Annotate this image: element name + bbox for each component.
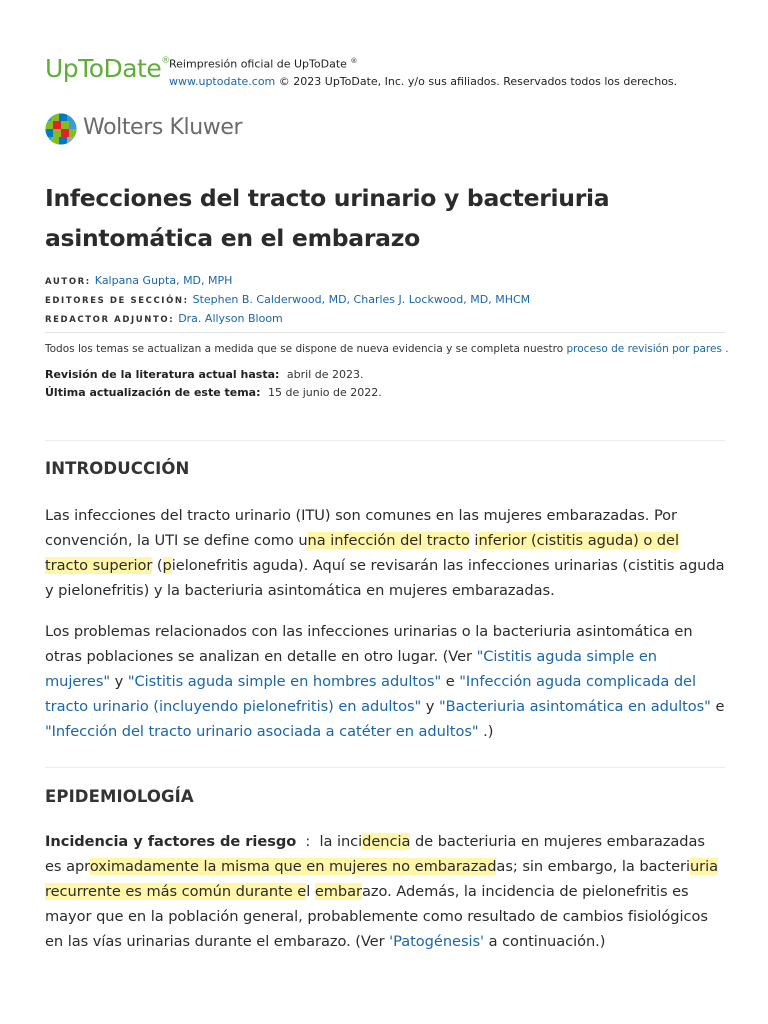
uptodate-site-link[interactable]: www.uptodate.com [169,74,276,88]
text-run: azo. Además, la incidencia de pielonefritis es mayor que en la población general, probablemente como resultado de cambios fisiológicos en las vías urinarias durante el embarazo. (Ver [45,883,708,950]
wolters-kluwer-logo [45,112,265,146]
highlight: nferior (cistitis aguda) o del tracto superior [45,532,679,574]
link-cistitis-hombres[interactable]: "Cistitis aguda simple en hombres adultos" [127,673,442,690]
divider [45,332,725,333]
intro-heading: INTRODUCCIÓN [45,459,190,478]
link-bacteriuria-adultos[interactable]: "Bacteriuria asintomática en adultos" [438,698,711,715]
author-label: AUTOR: [45,277,91,287]
updated-label: Última actualización de este tema: [45,386,261,399]
wolters-kluwer-mark-icon [45,113,77,145]
update-notice [45,340,729,358]
text-run: la inci [319,833,363,850]
text-run: e [445,673,455,690]
link-patogenesis[interactable]: 'Patogénesis' [389,933,485,950]
text-run: de bacteriuria en mujeres embarazadas es apr [45,833,705,875]
author-link[interactable]: Kalpana Gupta, MD, MPH [94,274,233,287]
editors-label: EDITORES DE SECCIÓN: [45,296,189,306]
link-itu-cateter[interactable]: "Infección del tracto urinario asociada a catéter en adultos" [45,723,479,740]
wolters-kluwer-name: Wolters Kluwer [83,115,243,140]
link-cistitis-mujeres[interactable]: "Cistitis aguda simple en mujeres" [45,648,658,690]
divider [45,440,725,441]
text-run: ielonefritis aguda). Aquí se revisarán las infecciones urinarias (cistitis aguda y pielonefritis) y la bacteriuria asintomática en mujeres embarazadas. [45,557,725,599]
deputy-link[interactable]: Dra. Allyson Bloom [178,312,283,325]
text-run: i [469,532,479,549]
article-credits [45,272,530,329]
text-run: e [715,698,725,715]
deputy-label: REDACTOR ADJUNTO: [45,315,175,325]
intro-paragraph-1 [45,503,725,603]
reprint-notice [169,53,677,90]
deputy-row [45,310,530,329]
logo-text: UpToDate [45,54,162,83]
text-run: : [305,833,311,850]
text-run: l [306,883,315,900]
notice-end: . [725,343,729,355]
editor-link-calderwood[interactable]: Stephen B. Calderwood, MD [192,293,347,306]
editor-separator: , [346,293,354,306]
editors-row [45,291,530,310]
divider [45,767,725,768]
article-dates [45,366,382,402]
text-run: Los problemas relacionados con las infecciones urinarias o la bacteriuria asintomática en otras poblaciones se analizan en detalle en otro lugar. (Ver [45,623,693,665]
text-run: as; sin embargo, la bacteri [496,858,690,875]
reprint-text: Reimpresión oficial de UpToDate [169,57,347,71]
epidemiology-heading: EPIDEMIOLOGÍA [45,787,194,806]
peer-review-link[interactable]: proceso de revisión por pares [566,343,722,355]
review-label: Revisión de la literatura actual hasta: [45,368,280,381]
highlight: na infección del tracto [307,532,470,549]
highlight: p [162,557,172,574]
uptodate-logo[interactable] [45,54,170,83]
text-run: y [114,673,124,690]
highlight: embar [314,883,362,900]
highlight: dencia [362,833,411,850]
text-run: .) [483,723,494,740]
epidemiology-paragraph [45,829,725,954]
reprint-reg: ® [350,57,358,65]
review-value: abril de 2023. [286,368,364,381]
text-run: ( [152,557,163,574]
updated-value: 15 de junio de 2022. [268,386,382,399]
highlight: oximadamente la misma que en mujeres no embarazad [89,858,497,875]
author-row [45,272,530,291]
intro-paragraph-2 [45,619,725,744]
copyright-text: © 2023 UpToDate, Inc. y/o sus afiliados. Reservados todos los derechos. [278,74,678,88]
text-run: y [425,698,435,715]
logo-reg: ® [161,56,170,66]
subsection-label: Incidencia y factores de riesgo [45,833,297,850]
editor-link-lockwood[interactable]: Charles J. Lockwood, MD, MHCM [353,293,531,306]
article-title: Infecciones del tracto urinario y bacteriuria asintomática en el embarazo [45,184,610,252]
link-infeccion-complicada[interactable]: "Infección aguda complicada del tracto urinario (incluyendo pielonefritis) en adultos" [45,673,696,715]
page-header [45,50,725,95]
notice-text: Todos los temas se actualizan a medida que se dispone de nueva evidencia y se completa nuestro [45,343,564,355]
highlight: uria recurrente es más común durante e [45,858,719,900]
text-run: a continuación.) [484,933,606,950]
text-run: Las infecciones del tracto urinario (ITU) son comunes en las mujeres embarazadas. Por convención, la UTI se define como u [45,507,678,549]
